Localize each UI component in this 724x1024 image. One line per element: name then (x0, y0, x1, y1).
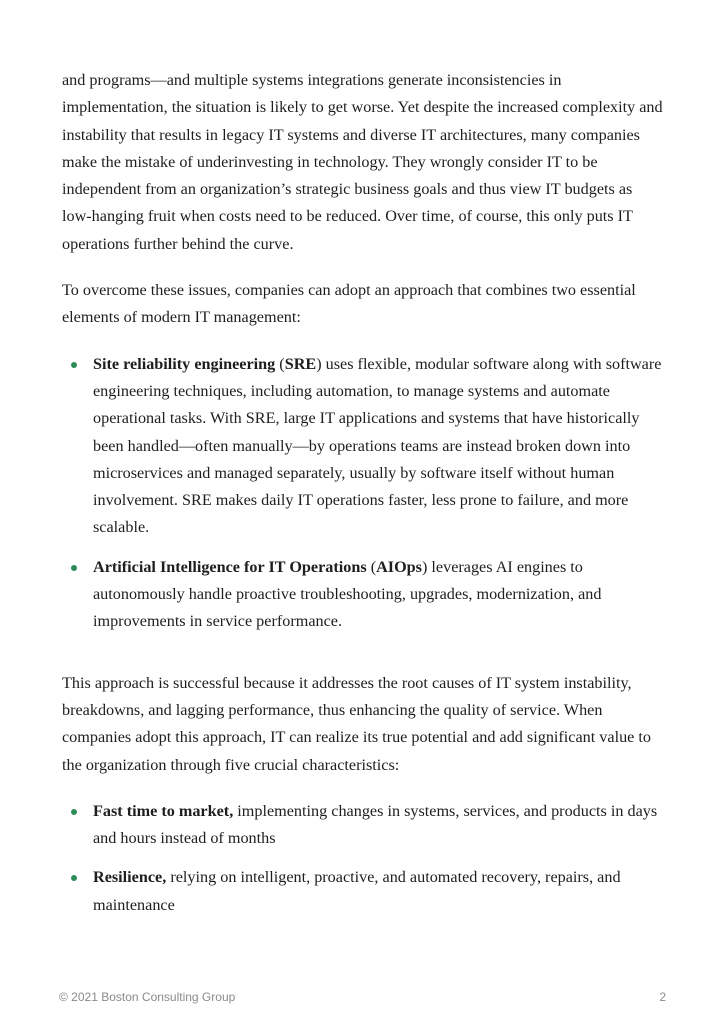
list-item-label: Resilience, (93, 868, 167, 887)
list-item-text: relying on intelligent, proactive, and automated recovery, repairs, and maintenance (93, 868, 621, 914)
list-item-paren: ) (316, 354, 322, 373)
bullet-icon (71, 565, 77, 571)
list-item-aiops (62, 554, 666, 636)
list-item-text: leverages AI engines to autonomously handle proactive troubleshooting, upgrades, modernization, and improvements in service performance. (93, 557, 602, 631)
list-item-paren: ( (275, 354, 285, 373)
page-number: 2 (659, 990, 666, 1004)
copyright: © 2021 Boston Consulting Group (59, 990, 236, 1004)
list-item-resilience (62, 864, 666, 919)
list-item-label: Fast time to market, (93, 801, 234, 820)
characteristics-list (62, 798, 666, 919)
paragraph-2: To overcome these issues, companies can adopt an approach that combines two essential elements of modern IT management: (62, 281, 636, 327)
paragraph-3: This approach is successful because it addresses the root causes of IT system instability, breakdowns, and lagging performance, thus enhancing the quality of service. When companies adopt this approach, IT can realize its true potential and add significant value to the organization through five crucial characteristics: (62, 673, 651, 774)
list-item-text: uses flexible, modular software along with software engineering techniques, including automation, to manage systems and automate operational tasks. With SRE, large IT applications and systems that have historically been handled—often manually—by operations teams are instead broken down into microservices and managed separately, usually by software itself without human involvement. SRE makes daily IT operations faster, less prone to failure, and more scalable. (93, 354, 662, 537)
list-item-sre (62, 351, 666, 542)
list-item-paren: ( (366, 557, 377, 576)
list-item-paren: ) (421, 557, 428, 576)
list-item-label: Artificial Intelligence for IT Operations (93, 557, 367, 576)
document-body (62, 67, 666, 919)
bullet-icon (71, 809, 77, 815)
paragraph-1: and programs—and multiple systems integrations generate inconsistencies in implementation, the situation is likely to get worse. Yet despite the increased complexity and instability that results in legacy IT systems and diverse IT architectures, many companies make the mistake of underinvesting in technology. They wrongly consider IT to be independent from an organization’s strategic business goals and thus view IT budgets as low-hanging fruit when costs need to be reduced. Over time, of course, this only puts IT operations further behind the curve. (62, 71, 663, 253)
list-item-abbr: AIOps (376, 557, 422, 576)
approach-list (62, 351, 666, 636)
bullet-icon (71, 875, 77, 881)
list-item-abbr: SRE (284, 354, 317, 373)
list-item-fast-time-to-market (62, 798, 666, 853)
list-item-text: implementing changes in systems, services, and products in days and hours instead of months (93, 801, 658, 848)
bullet-icon (71, 362, 77, 368)
list-item-label: Site reliability engineering (93, 354, 276, 373)
page-footer (59, 990, 666, 1004)
